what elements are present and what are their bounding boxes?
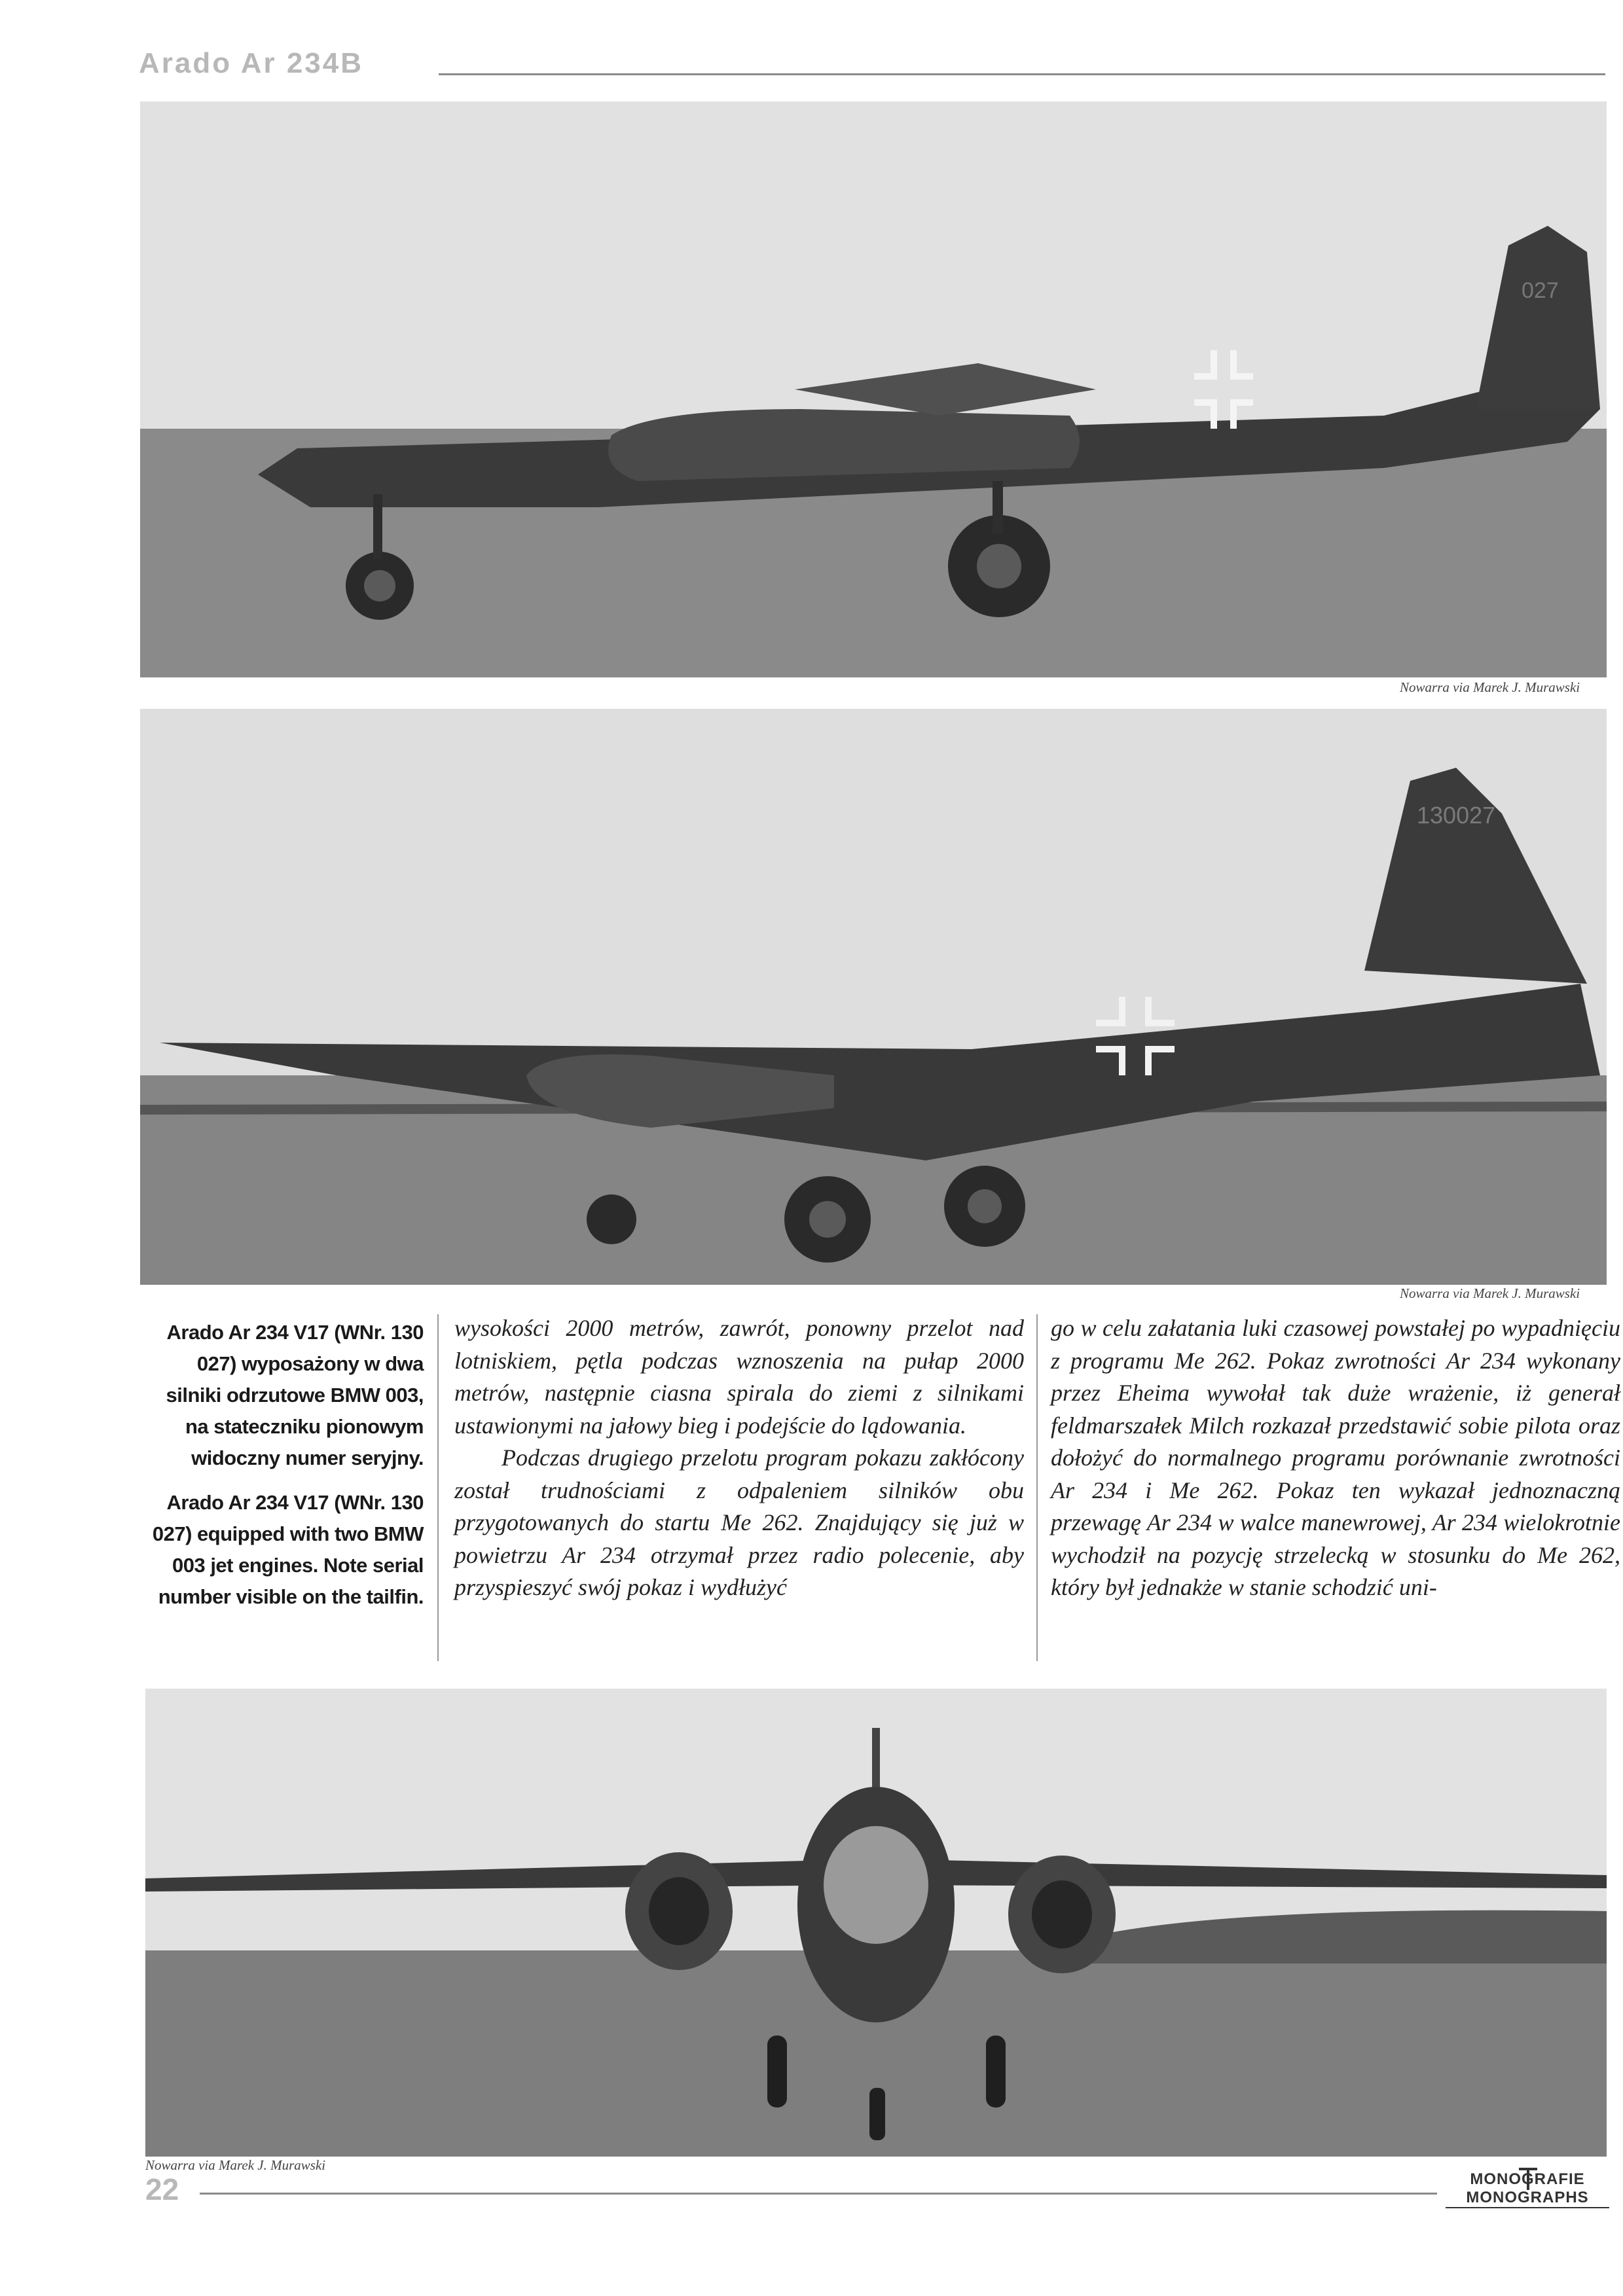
- body-column-1: [454, 1312, 1024, 1666]
- photo-credit-1: Nowarra via Marek J. Murawski: [1400, 679, 1580, 695]
- column-rule-right: [1036, 1314, 1038, 1661]
- photo-credit-2: Nowarra via Marek J. Murawski: [1400, 1285, 1580, 1301]
- aircraft-front-illustration: [145, 1689, 1607, 2157]
- footer-rule: [200, 2193, 1437, 2195]
- photo-credit-3: Nowarra via Marek J. Murawski: [145, 2157, 326, 2173]
- header-rule: [439, 73, 1605, 75]
- photo-caption: [139, 1317, 424, 1626]
- photo-front-view: [145, 1689, 1607, 2157]
- page-number: 22: [145, 2172, 179, 2206]
- aircraft-serial-text-2: 130027: [1417, 802, 1496, 829]
- caption-polish: Arado Ar 234 V17 (WNr. 130 027) wyposażony w dwa silniki odrzutowe BMW 003, na stateczniku pionowym widoczny numer seryjny.: [166, 1321, 424, 1469]
- body-paragraph-3: go w celu załatania luki czasowej powstałej po wypadnięciu z programu Me 262. Pokaz zwrotności Ar 234 wykonany przez Eheima wywołał tak duże wrażenie, iż generał feldmarszałek Milch rozkazał przedstawić sobie pilota oraz dołożyć do normalnego programu porównanie zwrotności Ar 234 i Me 262. Pokaz ten wykazał jednoznaczną przewagę Ar 234 w walce manewrowej, Ar 234 wielokrotnie wychodził na pozycję strzelecką w stosunku do Me 262, który był jednakże w stanie schodzić uni-: [1051, 1315, 1620, 1600]
- photo-side-view: [140, 101, 1607, 677]
- logo-text: MONOGRAFIE MONOGRAPHS: [1446, 2170, 1609, 2208]
- monographs-logo: [1446, 2161, 1609, 2208]
- aircraft-serial-text: 027: [1522, 278, 1559, 303]
- photo-rear-view: [140, 709, 1607, 1285]
- column-rule-left: [437, 1314, 439, 1661]
- body-column-2: [1051, 1312, 1620, 1666]
- running-title: Arado Ar 234B: [139, 47, 364, 79]
- caption-english: Arado Ar 234 V17 (WNr. 130 027) equipped with two BMW 003 jet engines. Note serial number visible on the tailfin.: [152, 1491, 424, 1608]
- aircraft-side-illustration: [140, 101, 1607, 677]
- body-paragraph-1: wysokości 2000 metrów, zawrót, ponowny przelot nad lotniskiem, pętla podczas wznoszenia na pułap 2000 metrów, następnie ciasna spirala do ziemi z silnikami ustawionymi na jałowy bieg i podejście do lądowania.: [454, 1315, 1024, 1439]
- body-paragraph-2: Podczas drugiego przelotu program pokazu zakłócony został trudnościami z odpaleniem silników obu przygotowanych do startu Me 262. Znajdujący się już w powietrzu Ar 234 otrzymał przez radio polecenie, aby przyspieszyć swój pokaz i wydłużyć: [454, 1444, 1024, 1600]
- aircraft-rear-illustration: [140, 709, 1607, 1285]
